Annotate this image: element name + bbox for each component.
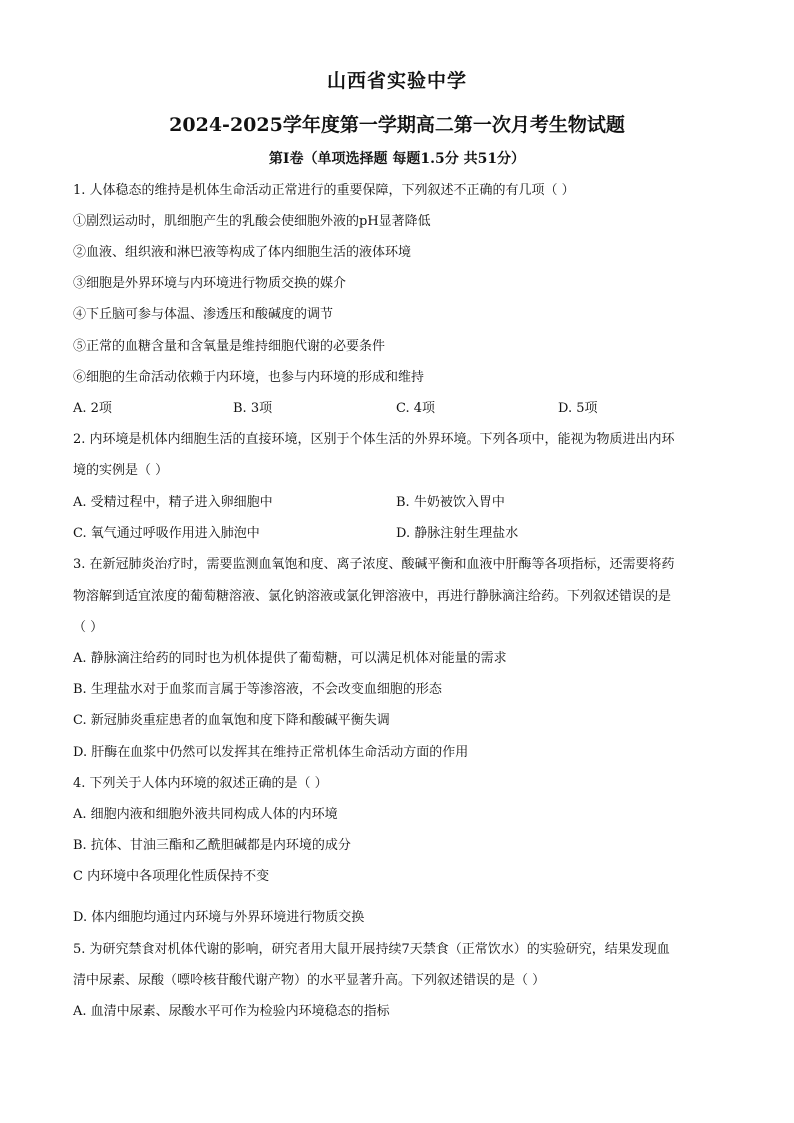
question-2-stem-line-2: 境的实例是（ ）: [73, 463, 169, 478]
question-1-item-6: ⑥细胞的生命活动依赖于内环境，也参与内环境的形成和维持: [73, 370, 425, 385]
question-1-item-1: ①剧烈运动时，肌细胞产生的乳酸会使细胞外液的pH显著降低: [73, 214, 431, 229]
question-5-option-a: A. 血清中尿素、尿酸水平可作为检验内环境稳态的指标: [73, 1004, 390, 1019]
question-2-stem-line-1: 2. 内环境是机体内细胞生活的直接环境，区别于个体生活的外界环境。下列各项中，能视为物质进出内环: [73, 432, 675, 447]
school-title: 山西省实验中学: [326, 70, 467, 92]
question-1-option-a: A. 2项: [73, 401, 112, 416]
question-4-option-c: C 内环境中各项理化性质保持不变: [73, 869, 270, 884]
question-5-stem-line-1: 5. 为研究禁食对机体代谢的影响，研究者用大鼠开展持续7天禁食（正常饮水）的实验研究，结果发现血: [73, 942, 670, 957]
question-1-stem: 1. 人体稳态的维持是机体生命活动正常进行的重要保障，下列叙述不正确的有几项（ ）: [73, 183, 575, 198]
question-4-option-b: B. 抗体、甘油三酯和乙酰胆碱都是内环境的成分: [73, 838, 351, 853]
question-1-option-d: D. 5项: [558, 401, 598, 416]
question-2-option-b: B. 牛奶被饮入胃中: [396, 495, 505, 510]
question-2-option-a: A. 受精过程中，精子进入卵细胞中: [73, 495, 273, 510]
question-3-stem-line-2: 物溶解到适宜浓度的葡萄糖溶液、氯化钠溶液或氯化钾溶液中，再进行静脉滴注给药。下列叙述错误的是: [73, 589, 672, 604]
question-3-option-b: B. 生理盐水对于血浆而言属于等渗溶液，不会改变血细胞的形态: [73, 682, 442, 697]
question-3-stem-line-3: （ ）: [73, 620, 104, 635]
question-2-option-c: C. 氧气通过呼吸作用进入肺泡中: [73, 526, 260, 541]
question-1-item-5: ⑤正常的血糖含量和含氧量是维持细胞代谢的必要条件: [73, 339, 386, 354]
question-1-option-b: B. 3项: [233, 401, 273, 416]
question-1-item-3: ③细胞是外界环境与内环境进行物质交换的媒介: [73, 276, 347, 291]
question-4-stem: 4. 下列关于人体内环境的叙述正确的是（ ）: [73, 776, 328, 791]
question-1-option-c: C. 4项: [396, 401, 436, 416]
question-3-option-d: D. 肝酶在血浆中仍然可以发挥其在维持正常机体生命活动方面的作用: [73, 745, 469, 760]
question-3-stem-line-1: 3. 在新冠肺炎治疗时，需要监测血氧饱和度、离子浓度、酸碱平衡和血液中肝酶等各项指标，还需要将药: [73, 557, 675, 572]
question-3-option-a: A. 静脉滴注给药的同时也为机体提供了葡萄糖，可以满足机体对能量的需求: [73, 651, 507, 666]
section-title: 第Ⅰ卷（单项选择题 每题1.5分 共51分）: [268, 151, 526, 167]
question-1-item-2: ②血液、组织液和淋巴液等构成了体内细胞生活的液体环境: [73, 245, 412, 260]
question-1-item-4: ④下丘脑可参与体温、渗透压和酸碱度的调节: [73, 307, 334, 322]
question-4-option-d: D. 体内细胞均通过内环境与外界环境进行物质交换: [73, 910, 365, 925]
question-5-stem-line-2: 清中尿素、尿酸（嘌呤核苷酸代谢产物）的水平显著升高。下列叙述错误的是（ ）: [73, 973, 546, 988]
exam-title: 2024-2025学年度第一学期高二第一次月考生物试题: [169, 114, 625, 136]
question-4-option-a: A. 细胞内液和细胞外液共同构成人体的内环境: [73, 807, 338, 822]
question-2-option-d: D. 静脉注射生理盐水: [396, 526, 519, 541]
question-3-option-c: C. 新冠肺炎重症患者的血氧饱和度下降和酸碱平衡失调: [73, 713, 390, 728]
